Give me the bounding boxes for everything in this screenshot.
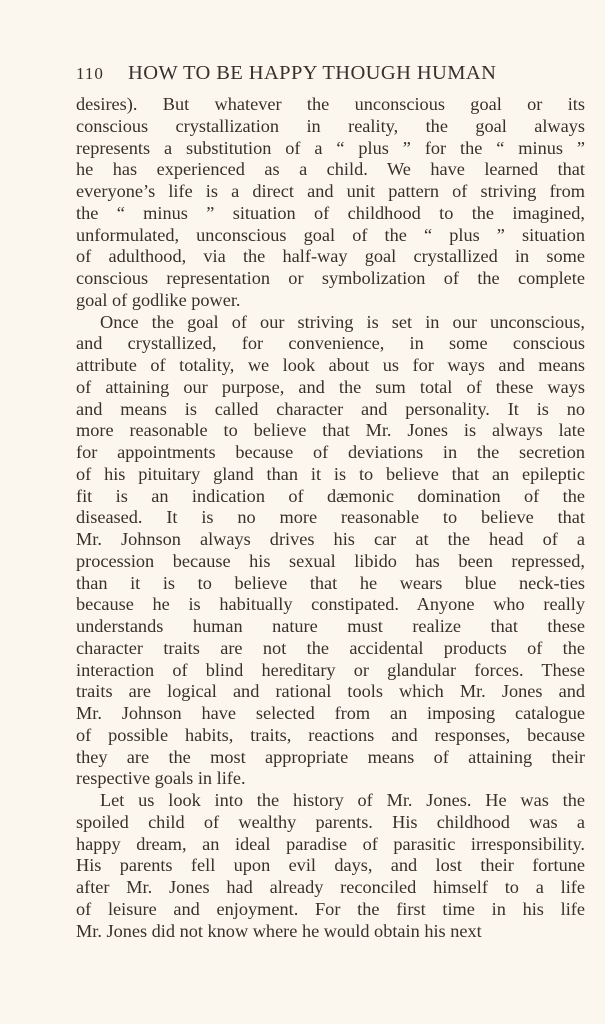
paragraph	[76, 790, 585, 942]
text-line: understands human nature must realize that these	[76, 616, 585, 636]
text-line: spoiled child of wealthy parents. His childhood was a	[76, 811, 585, 832]
text-line: they are the most appropriate means of attaining their	[76, 746, 585, 767]
text-line: everyone’s life is a direct and unit pattern of striving from	[76, 181, 585, 201]
paragraph	[76, 94, 585, 312]
body-text	[76, 94, 585, 942]
text-line: goal of godlike power.	[76, 289, 241, 310]
text-line: interaction of blind hereditary or glandular forces. These	[76, 659, 585, 680]
text-line: Mr. Jones did not know where he would obtain his next	[76, 920, 482, 941]
text-line: and crystallized, for convenience, in some conscious	[76, 333, 585, 354]
text-line: traits are logical and rational tools which Mr. Jones and	[76, 681, 585, 702]
text-line: diseased. It is no more reasonable to believe that	[76, 507, 585, 528]
text-line: than it is to believe that he wears blue neck-ties	[76, 572, 585, 593]
text-line: desires). But whatever the unconscious goal or its	[76, 94, 585, 114]
text-line: of attaining our purpose, and the sum total of these ways	[76, 376, 585, 397]
text-line: His parents fell upon evil days, and lost their fortune	[76, 855, 585, 876]
text-line: attribute of totality, we look about us for ways and means	[76, 355, 585, 375]
text-line: because he is habitually constipated. Anyone who really	[76, 594, 585, 615]
text-line: respective goals in life.	[76, 768, 246, 789]
text-line: Let us look into the history of Mr. Jones. He was the	[100, 790, 585, 810]
text-line: procession because his sexual libido has been repressed,	[76, 550, 585, 571]
text-line: after Mr. Jones had already reconciled himself to a life	[76, 877, 585, 897]
text-line: represents a substitution of a “ plus ” for the “ minus ”	[76, 137, 585, 158]
text-line: conscious crystallization in reality, the goal always	[76, 115, 585, 136]
text-line: character traits are not the accidental products of the	[76, 637, 585, 658]
text-line: fit is an indication of dæmonic domination of the	[76, 485, 585, 506]
text-line: conscious representation or symbolization of the complete	[76, 268, 585, 288]
text-line: the “ minus ” situation of childhood to the imagined,	[76, 202, 585, 223]
text-line: happy dream, an ideal paradise of parasitic irresponsibility.	[76, 833, 585, 854]
text-line: he has experienced as a child. We have learned that	[76, 159, 585, 180]
text-line: Mr. Johnson always drives his car at the head of a	[76, 529, 585, 549]
page-header	[76, 62, 583, 85]
text-line: more reasonable to believe that Mr. Jones is always late	[76, 420, 585, 441]
text-line: Once the goal of our striving is set in our unconscious,	[100, 311, 585, 332]
text-line: of leisure and enjoyment. For the first time in his life	[76, 898, 585, 919]
paragraph	[76, 312, 585, 791]
page-number: 110	[76, 64, 104, 83]
text-line: for appointments because of deviations in the secretion	[76, 442, 585, 462]
text-line: unformulated, unconscious goal of the “ plus ” situation	[76, 224, 585, 245]
text-line: of adulthood, via the half-way goal crystallized in some	[76, 246, 585, 267]
text-line: of possible habits, traits, reactions and responses, because	[76, 724, 585, 745]
text-line: and means is called character and personality. It is no	[76, 398, 585, 419]
running-title: HOW TO BE HAPPY THOUGH HUMAN	[128, 62, 497, 84]
text-line: of his pituitary gland than it is to believe that an epileptic	[76, 463, 585, 484]
text-line: Mr. Johnson have selected from an imposing catalogue	[76, 703, 585, 723]
